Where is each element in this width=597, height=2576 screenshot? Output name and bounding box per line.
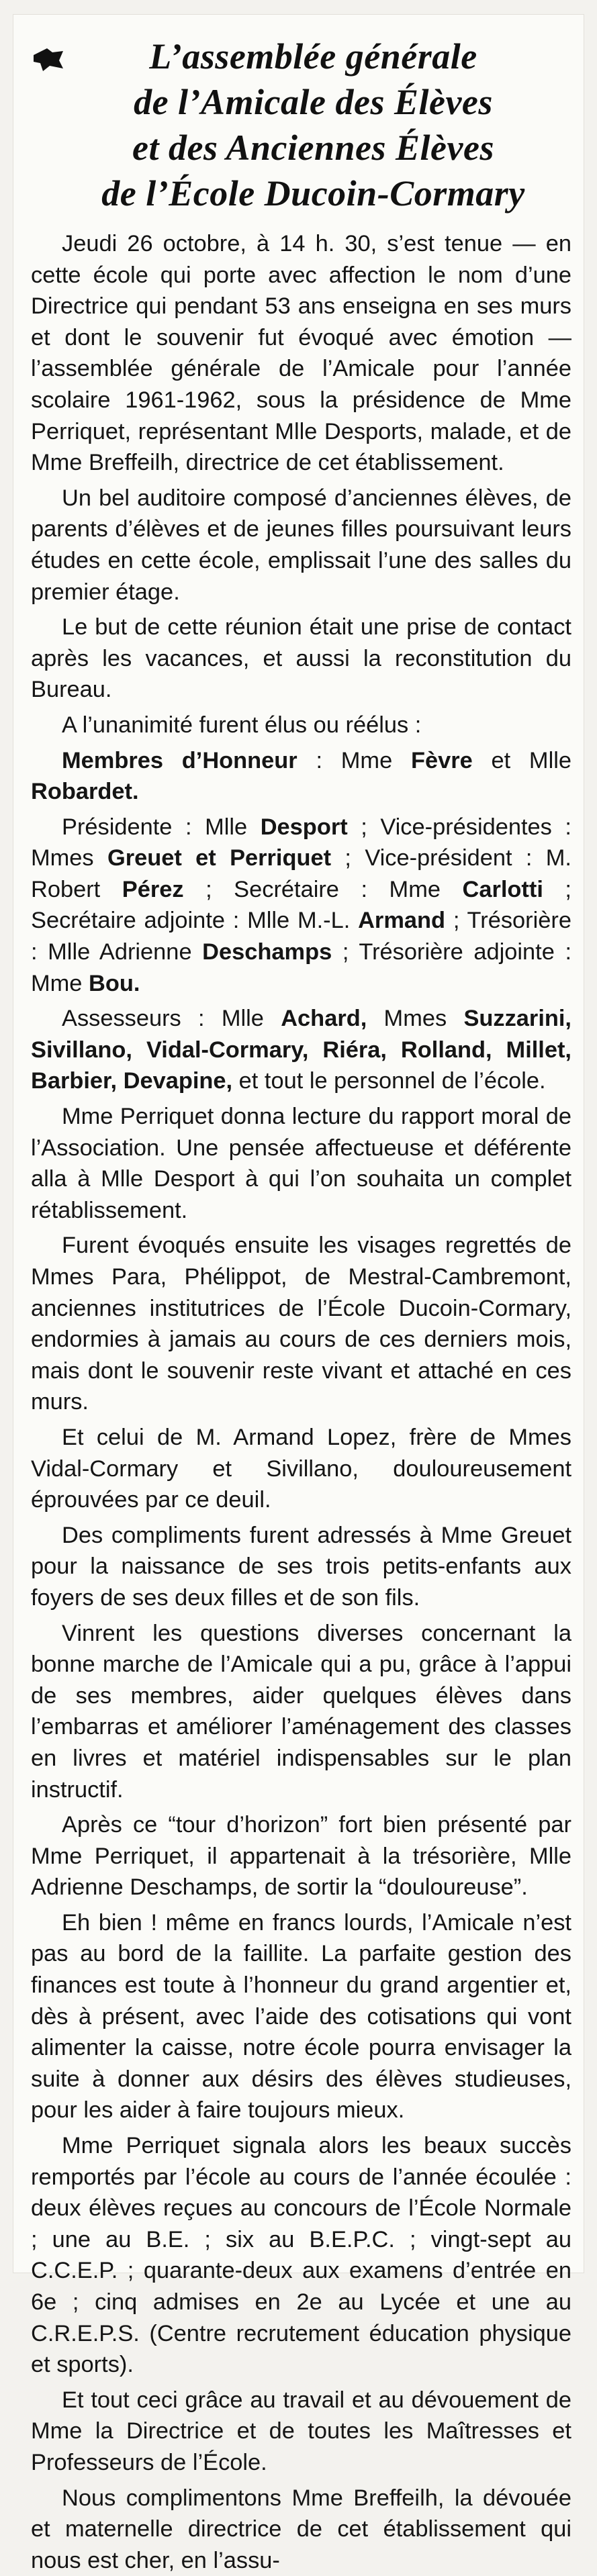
paragraph-assessors: Assesseurs : Mlle Achard, Mmes Suzzarini, Sivillano, Vidal-Cormary, Riéra, Rolland, Millet, Barbier, Devapine, et tout le personnel de l’école. xyxy=(31,1006,571,1094)
newspaper-clipping xyxy=(13,15,584,2573)
paragraph-finances: Eh bien ! même en francs lourds, l’Amicale n’est pas au bord de la faillite. La parfaite gestion des finances est toute à l’honneur du grand argentier et, dès à présent, avec l’aide des cotisations qui vont alimenter la caisse, notre école pourra envisager la suite à donner aux désirs des élèves studieuses, pour les aider à faire toujours mieux. xyxy=(31,1909,571,2124)
honorary-label: Membres d’Honneur xyxy=(62,747,297,773)
officer-name: Bou. xyxy=(88,970,140,996)
headline-line-2: de l’Amicale des Élèves xyxy=(134,82,493,122)
paragraph-thanks: Et tout ceci grâce au travail et au dévouement de Mme la Directrice et de toutes les Maîtresses et Professeurs de l’École. xyxy=(31,2387,571,2475)
headline-line-1: L’assemblée générale xyxy=(149,36,477,77)
officer-name: Carlotti xyxy=(462,876,543,902)
paragraph-remembrance: Furent évoqués ensuite les visages regrettés de Mmes Para, Phélippot, de Mestral-Cambremont, anciennes institutrices de l’École Ducoin-Cormary, endormies à jamais au cours de ces derniers mois, mais dont le souvenir reste vivant et attaché en ces murs. xyxy=(31,1233,571,1415)
officer-name: Deschamps xyxy=(202,939,332,965)
officer-name: Pérez xyxy=(122,876,184,902)
paragraph-closing: Nous complimentons Mme Breffeilh, la dévouée et maternelle directrice de cet établissement qui nous est cher, en l’assu- xyxy=(31,2485,571,2573)
headline-line-3: et des Anciennes Élèves xyxy=(132,128,494,168)
headline-line-4: de l’École Ducoin-Cormary xyxy=(101,173,525,213)
paragraph-moral-report: Mme Perriquet donna lecture du rapport moral de l’Association. Une pensée affectueuse et déférente alla à Mlle Desport à qui l’on souhaita un complet rétablissement. xyxy=(31,1104,571,1223)
paragraph-election: A l’unanimité furent élus ou réélus : xyxy=(62,712,422,738)
officer-name: Armand xyxy=(358,908,446,934)
paragraph-bureau: Présidente : Mlle Desport ; Vice-présidentes : Mmes Greuet et Perriquet ; Vice-président : M. Robert Pérez ; Secrétaire : Mme Carlotti ; Secrétaire adjointe : Mlle M.-L. Armand ; Trésorière : Mlle Adrienne Deschamps ; Trésorière adjointe : Mme Bou. xyxy=(31,814,571,996)
honorary-name: Robardet. xyxy=(31,779,139,805)
printer-mark-icon xyxy=(32,46,64,73)
article-body xyxy=(31,228,571,2576)
paragraph-purpose: Le but de cette réunion était une prise de contact après les vacances, et aussi la reconstitution du Bureau. xyxy=(31,614,571,703)
officer-name: Greuet et Perriquet xyxy=(107,845,332,871)
paragraph-intro: Jeudi 26 octobre, à 14 h. 30, s’est tenue — en cette école qui porte avec affection le nom d’une Directrice qui pendant 53 ans enseigna en ses murs et dont le souvenir fut évoqué avec émotion — l’assemblée générale de l’Amicale pour l’année scolaire 1961-1962, sous la présidence de Mme Perriquet, représentant Mlle Desports, malade, et de Mme Breffeilh, directrice de cet établissement. xyxy=(31,231,571,476)
article-headline xyxy=(54,34,573,216)
paragraph-treasurer: Après ce “tour d’horizon” fort bien présenté par Mme Perriquet, il appartenait à la trésorière, Mlle Adrienne Deschamps, de sortir la “douloureuse”. xyxy=(31,1812,571,1901)
paragraph-compliments: Des compliments furent adressés à Mme Greuet pour la naissance de ses trois petits-enfants aux foyers de ses deux filles et de son fils. xyxy=(31,1522,571,1611)
paragraph-condolence: Et celui de M. Armand Lopez, frère de Mmes Vidal-Cormary et Sivillano, douloureusement éprouvées par ce deuil. xyxy=(31,1424,571,1513)
officer-name: Desport xyxy=(260,814,348,840)
paragraph-questions: Vinrent les questions diverses concernant la bonne marche de l’Amicale qui a pu, grâce à l’appui de ses membres, aider quelques élèves dans l’embarras et améliorer l’aménagement des classes en livres et matériel indispensables sur le plan instructif. xyxy=(31,1620,571,1803)
paragraph-honorary-members: Membres d’Honneur : Mme Fèvre et Mlle Robardet. xyxy=(31,747,571,805)
assessor-name: Achard, xyxy=(281,1006,367,1032)
paragraph-successes: Mme Perriquet signala alors les beaux succès remportés par l’école au cours de l’année écoulée : deux élèves reçues au concours de l’École Normale ; une au B.E. ; six au B.E.P.C. ; vingt-sept au C.C.E.P. ; quarante-deux aux examens d’entrée en 6e ; cinq admises en 2e au Lycée et une au C.R.E.P.S. (Centre recrutement éducation physique et sports). xyxy=(31,2133,571,2378)
assessor-list: Suzzarini, Sivillano, Vidal-Cormary, Riéra, Rolland, Millet, Barbier, Devapine, xyxy=(31,1006,571,1094)
paragraph-audience: Un bel auditoire composé d’anciennes élèves, de parents d’élèves et de jeunes filles poursuivant leurs études en cette école, emplissait l’une des salles du premier étage. xyxy=(31,485,571,605)
honorary-name: Fèvre xyxy=(410,747,473,773)
